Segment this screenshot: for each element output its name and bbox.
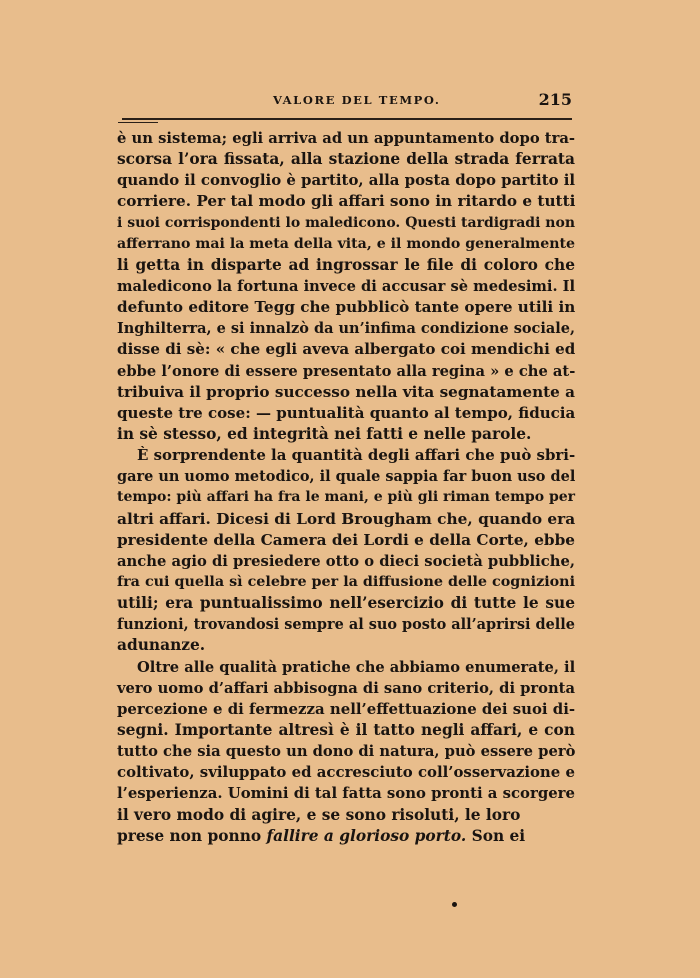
final-line-end: Son ei xyxy=(466,826,526,845)
text-line: quando il convoglio è partito, alla posta dopo partito il xyxy=(117,171,576,190)
page-number: 215 xyxy=(538,90,572,109)
text-line: l’esperienza. Uomini di tal fatta sono pronti a scorgere xyxy=(117,784,575,803)
text-line: afferrano mai la meta della vita, e il mondo generalmente xyxy=(117,235,575,252)
text-line: tribuiva il proprio successo nella vita segnatamente a xyxy=(117,382,576,401)
text-line: funzioni, trovandosi sempre al suo posto all’aprirsi delle xyxy=(117,616,575,634)
text-line: altri affari. Dicesi di Lord Brougham che, quando era xyxy=(117,509,576,528)
text-line: percezione e di fermezza nell’effettuazione dei suoi di- xyxy=(117,699,576,718)
print-speck xyxy=(452,902,457,907)
text-line: presidente della Camera dei Lordi e della Corte, ebbe xyxy=(117,530,575,549)
text-line: disse di sè: « che egli aveva albergato coi mendichi ed xyxy=(117,340,576,359)
text-line: tutto che sia questo un dono di natura, può essere però xyxy=(117,743,576,761)
header-rule-accent xyxy=(118,122,158,123)
text-line: in sè stesso, ed integrità nei fatti e nelle parole. xyxy=(117,424,532,443)
text-line: ebbe l’onore di essere presentato alla regina » e che at- xyxy=(117,362,576,380)
header-rule xyxy=(122,118,572,120)
text-line: adunanze. xyxy=(117,636,206,655)
text-line: è un sistema; egli arriva ad un appuntamento dopo tra- xyxy=(117,130,576,147)
text-line: scorsa l’ora fissata, alla stazione della strada ferrata xyxy=(117,150,575,169)
body-text xyxy=(117,128,575,847)
running-head xyxy=(118,90,572,113)
text-line: corriere. Per tal modo gli affari sono in ritardo e tutti xyxy=(117,192,576,211)
text-line: fra cui quella sì celebre per la diffusione delle cognizioni xyxy=(117,573,575,590)
text-line: defunto editore Tegg che pubblicò tante opere utili in xyxy=(117,298,576,317)
final-line-start: prese non ponno xyxy=(117,826,267,845)
text-line: maledicono la fortuna invece di accusar sè medesimi. Il xyxy=(117,277,576,295)
paragraph-start-line: È sorprendente la quantità degli affari che può sbri- xyxy=(137,446,576,465)
text-line: gare un uomo metodico, il quale sappia far buon uso del xyxy=(117,468,576,486)
text-line: Inghilterra, e si innalzò da un’infima condizione sociale, xyxy=(117,320,576,338)
text-line: vero uomo d’affari abbisogna di sano criterio, di pronta xyxy=(117,679,575,697)
final-text-line xyxy=(117,826,575,847)
text-line: i suoi corrispondenti lo maledicono. Questi tardigradi non xyxy=(117,214,575,231)
paragraph-start-line: Oltre alle qualità pratiche che abbiamo enumerate, il xyxy=(137,658,576,676)
text-line: utili; era puntualissimo nell’esercizio di tutte le sue xyxy=(117,594,575,613)
text-line: li getta in disparte ad ingrossar le file di coloro che xyxy=(117,255,575,274)
text-line: il vero modo di agire, e se sono risoluti, le loro xyxy=(117,805,521,824)
text-line: coltivato, sviluppato ed accresciuto coll’osservazione e xyxy=(117,763,575,782)
italic-quote: fallire a glorioso porto. xyxy=(266,826,467,845)
text-line: tempo: più affari ha fra le mani, e più gli riman tempo per xyxy=(117,489,576,506)
text-line: anche agio di presiedere otto o dieci società pubbliche, xyxy=(117,552,575,570)
running-title: VALORE DEL TEMPO. xyxy=(273,93,441,107)
text-line: segni. Importante altresì è il tatto negli affari, e con xyxy=(117,720,575,739)
text-line: queste tre cose: — puntualità quanto al tempo, fiducia xyxy=(117,403,576,422)
